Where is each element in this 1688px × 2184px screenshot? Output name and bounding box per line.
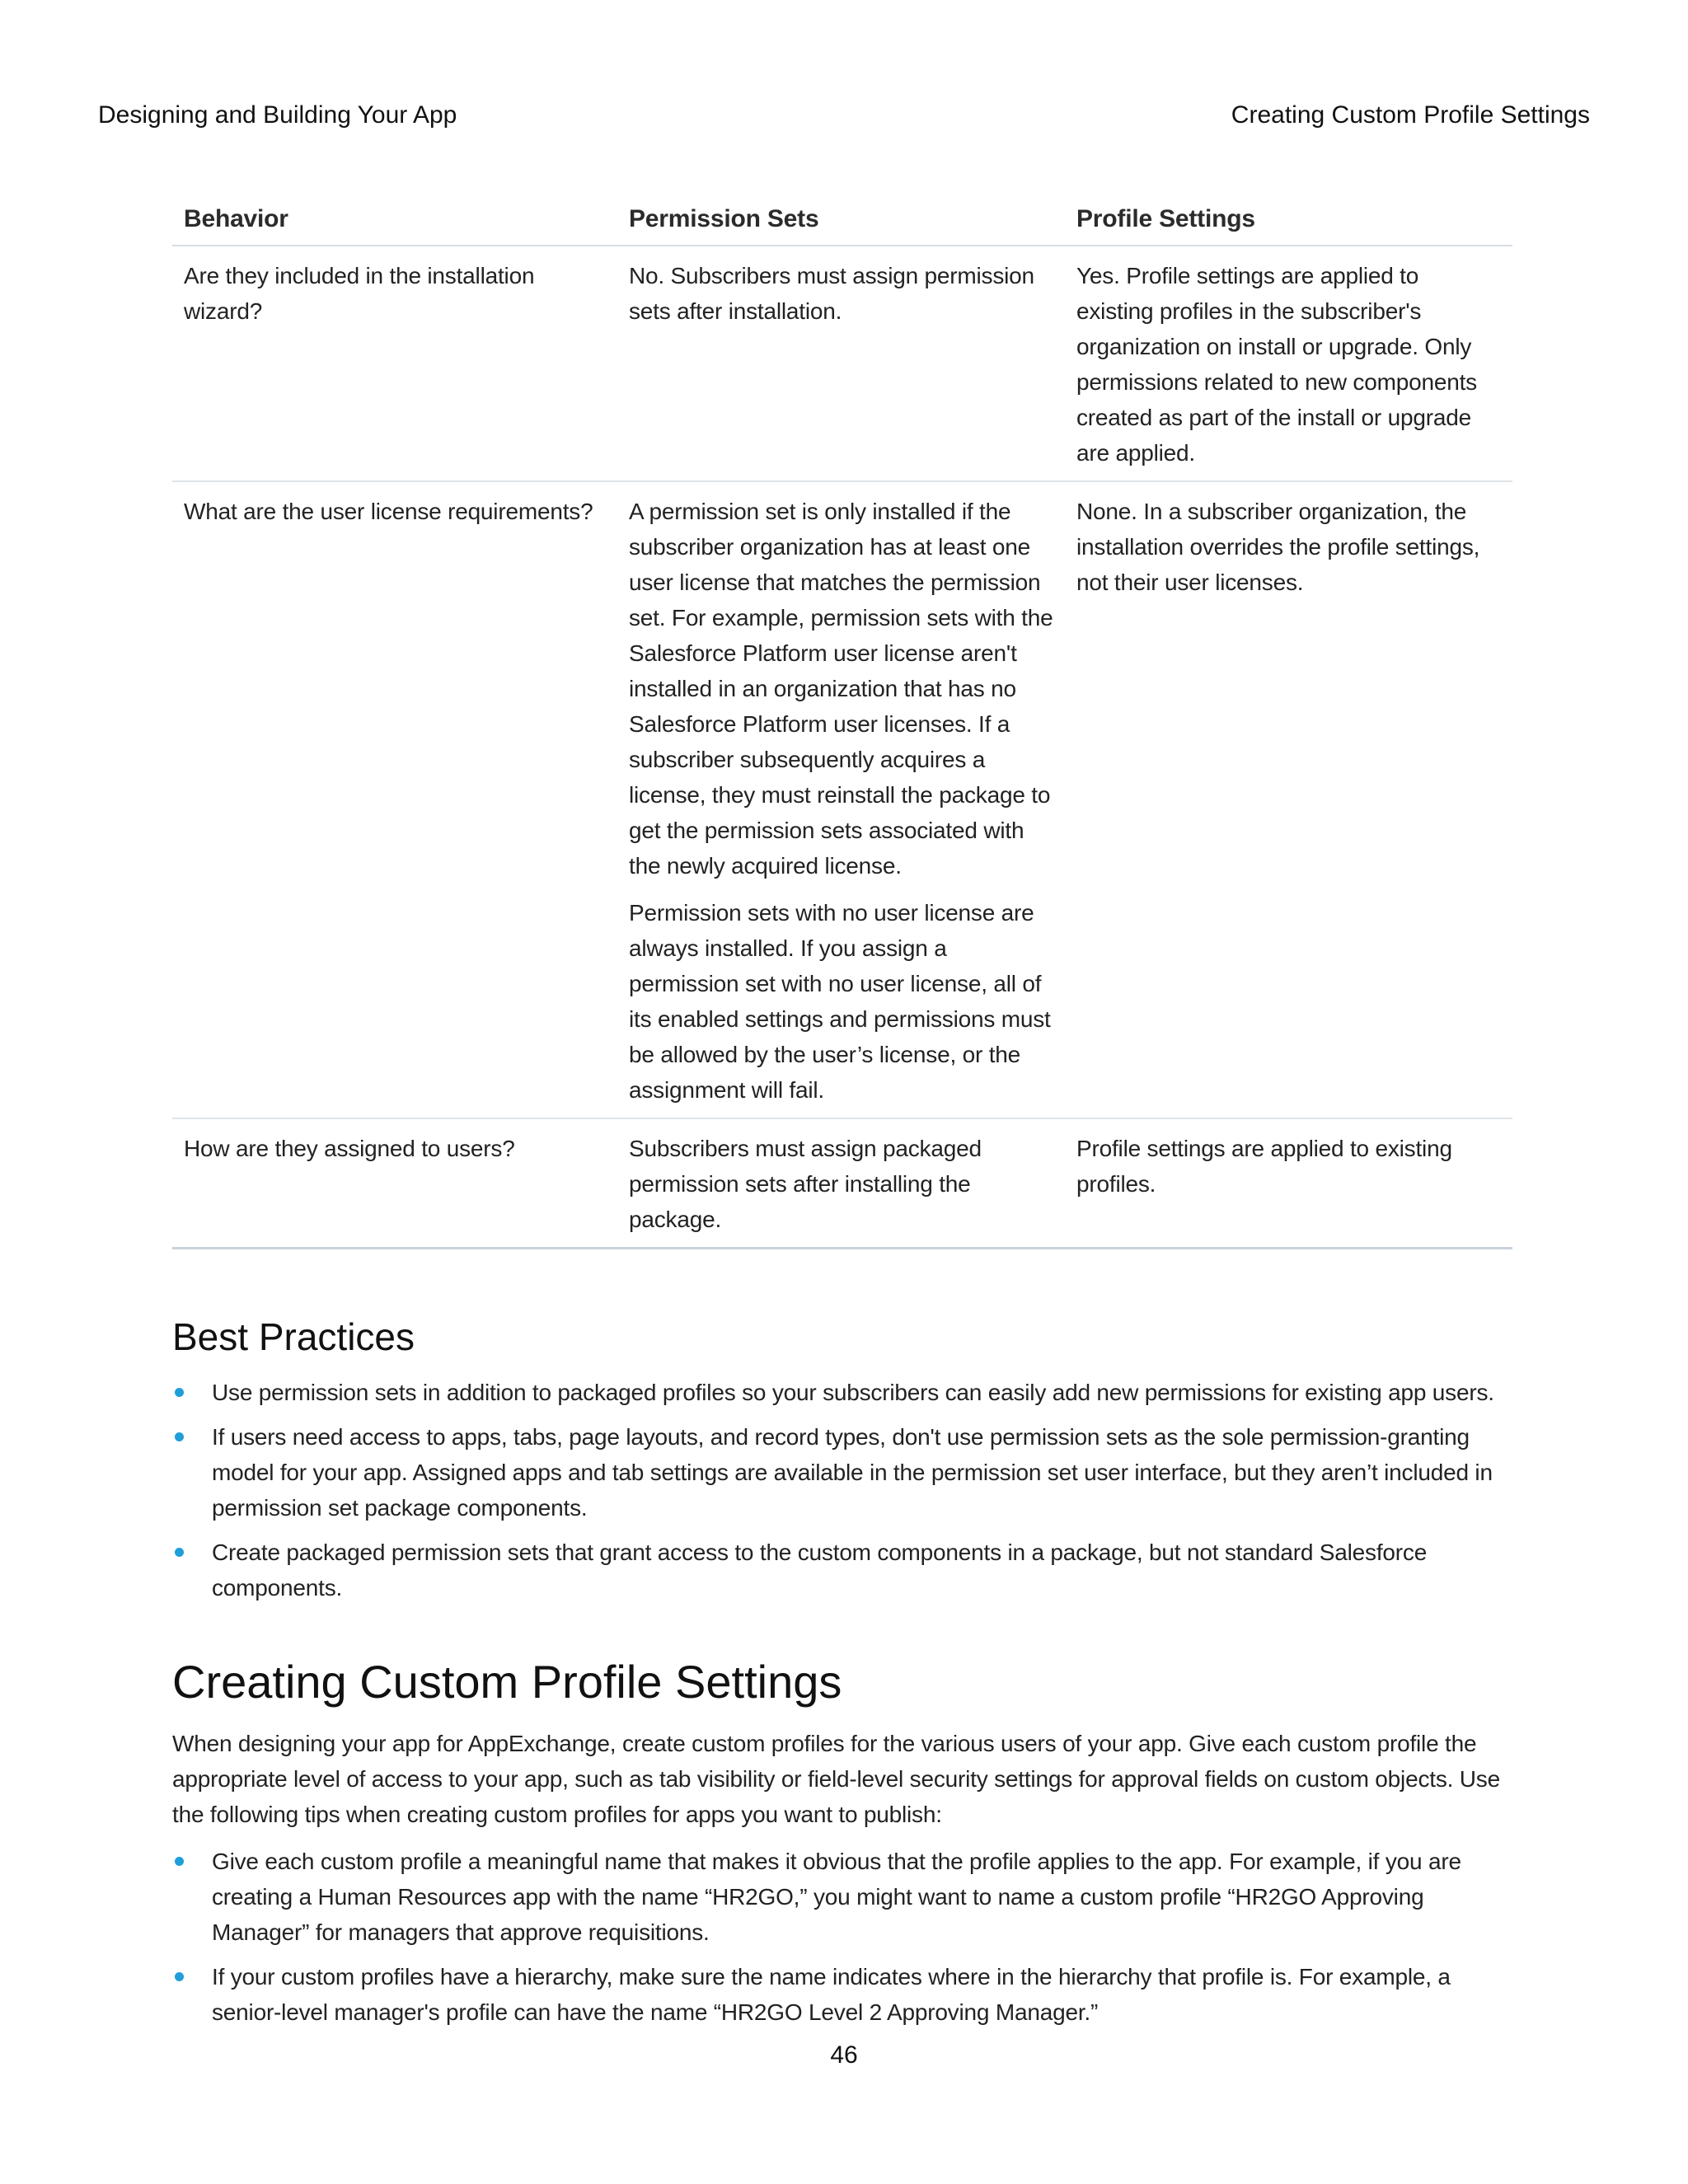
cell-paragraph: A permission set is only installed if the subscriber organization has at least one user license that matches the permission set. For example, permission sets with the Salesforce Platform user license aren't installed in an organization that has no Salesforce Platform user licenses. If a subscriber subsequently acquires a license, they must reinstall the package to get the permission sets associated with the newly acquired license. <box>629 499 1053 879</box>
best-practices-list <box>172 1375 1512 1605</box>
custom-profile-tips-list <box>172 1844 1512 2030</box>
column-header-behavior: Behavior <box>172 201 617 246</box>
page-number: 46 <box>830 2041 858 2069</box>
page-content <box>172 201 1512 2039</box>
header-chapter-title: Designing and Building Your App <box>98 101 457 129</box>
table-row <box>172 246 1512 481</box>
custom-profile-intro: When designing your app for AppExchange, create custom profiles for the various users of your app. Give each custom profile the appropriate level of access to your app, such as tab visibility or field-level security settings for approval fields on custom objects. Use the following tips when creating custom profiles for apps you want to publish: <box>172 1731 1500 1827</box>
cell-paragraph: Permission sets with no user license are always installed. If you assign a permission set with no user license, all of its enabled settings and permissions must be allowed by the user’s license, or the assignment will fail. <box>629 900 1051 1103</box>
cell-permission-sets <box>617 1118 1065 1249</box>
list-item: If your custom profiles have a hierarchy, make sure the name indicates where in the hierarchy that profile is. For example, a senior-level manager's profile can have the name “HR2GO Level 2 Approving Manager.” <box>172 1959 1512 2030</box>
cell-paragraph: Yes. Profile settings are applied to existing profiles in the subscriber's organization on install or upgrade. Only permissions related to new components created as part of the install or upgrade are applied. <box>1076 263 1477 466</box>
list-item: Give each custom profile a meaningful name that makes it obvious that the profile applies to the app. For example, if you are creating a Human Resources app with the name “HR2GO,” you might want to name a custom profile “HR2GO Approving Manager” for managers that approve requisitions. <box>172 1844 1512 1950</box>
cell-paragraph: No. Subscribers must assign permission sets after installation. <box>629 263 1034 324</box>
cell-permission-sets <box>617 246 1065 481</box>
cell-profile-settings <box>1065 1118 1512 1249</box>
comparison-table <box>172 201 1512 1249</box>
cell-paragraph: Subscribers must assign packaged permission sets after installing the package. <box>629 1136 982 1232</box>
list-item: Use permission sets in addition to packaged profiles so your subscribers can easily add new permissions for existing app users. <box>172 1375 1512 1410</box>
running-header <box>98 97 1590 134</box>
cell-paragraph: None. In a subscriber organization, the installation overrides the profile settings, not their user licenses. <box>1076 499 1480 595</box>
column-header-profile-settings: Profile Settings <box>1065 201 1512 246</box>
table-header-row <box>172 201 1512 246</box>
best-practices-heading: Best Practices <box>172 1315 415 1358</box>
cell-behavior: What are the user license requirements? <box>172 481 617 1118</box>
list-item: Create packaged permission sets that grant access to the custom components in a package, but not standard Salesforce components. <box>172 1535 1512 1605</box>
cell-behavior: Are they included in the installation wizard? <box>172 246 617 481</box>
header-section-title: Creating Custom Profile Settings <box>1231 101 1590 129</box>
list-item: If users need access to apps, tabs, page layouts, and record types, don't use permission sets as the sole permission-granting model for your app. Assigned apps and tab settings are available in the permission set user interface, but they aren’t included in permission set package components. <box>172 1419 1512 1526</box>
column-header-permission-sets: Permission Sets <box>617 201 1065 246</box>
table-row <box>172 1118 1512 1249</box>
cell-paragraph: Profile settings are applied to existing profiles. <box>1076 1136 1452 1197</box>
cell-behavior: How are they assigned to users? <box>172 1118 617 1249</box>
table-row <box>172 481 1512 1118</box>
cell-profile-settings <box>1065 481 1512 1118</box>
custom-profile-settings-heading: Creating Custom Profile Settings <box>172 1656 842 1708</box>
cell-permission-sets <box>617 481 1065 1118</box>
cell-profile-settings <box>1065 246 1512 481</box>
